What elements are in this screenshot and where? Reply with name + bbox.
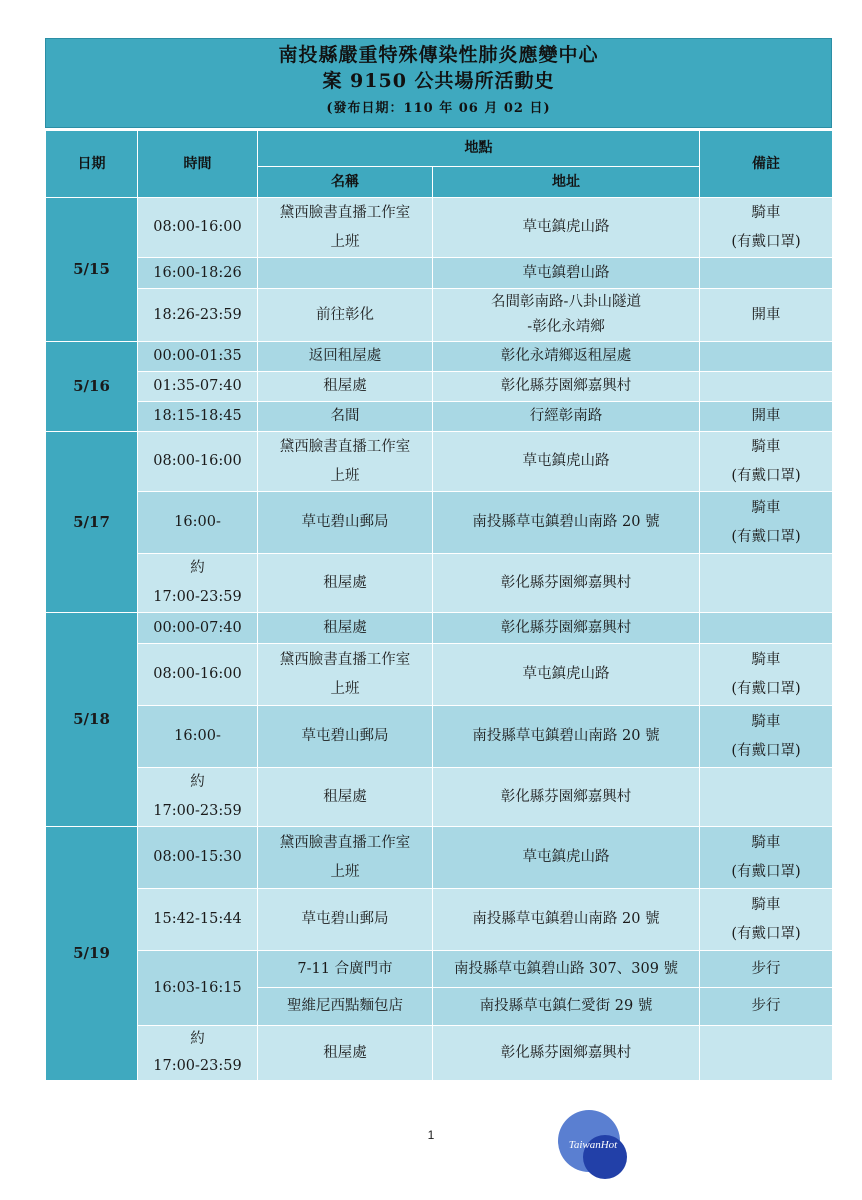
note-cell: 步行	[700, 988, 833, 1026]
address-cell: 名間彰南路-八卦山隧道 -彰化永靖鄉	[433, 289, 700, 342]
time-cell: 16:00-18:26	[138, 258, 258, 289]
date-cell: 5/17	[46, 432, 138, 613]
address-cell: 草屯鎮虎山路	[433, 432, 700, 492]
address-cell: 草屯鎮虎山路	[433, 827, 700, 889]
name-cell: 黛西臉書直播工作室 上班	[258, 644, 433, 706]
note-cell	[700, 613, 833, 644]
time-cell: 08:00-16:00	[138, 198, 258, 258]
table-row	[46, 889, 833, 951]
document-subtitle: 案 9150 公共場所活動史	[322, 70, 555, 92]
note-cell: 騎車 (有戴口罩)	[700, 827, 833, 889]
time-cell: 08:00-16:00	[138, 432, 258, 492]
table-row	[46, 1026, 833, 1081]
table-row	[46, 613, 833, 644]
address-cell: 行經彰南路	[433, 402, 700, 432]
name-cell: 草屯碧山郵局	[258, 889, 433, 951]
date-cell: 5/15	[46, 198, 138, 342]
table-row	[46, 644, 833, 706]
address-cell: 南投縣草屯鎮碧山南路 20 號	[433, 706, 700, 768]
address-cell: 彰化縣芬園鄉嘉興村	[433, 1026, 700, 1081]
header-location: 地點	[258, 131, 700, 167]
time-cell: 01:35-07:40	[138, 372, 258, 402]
note-cell: 騎車 (有戴口罩)	[700, 432, 833, 492]
date-cell: 5/18	[46, 613, 138, 827]
name-cell: 租屋處	[258, 613, 433, 644]
note-cell	[700, 342, 833, 372]
name-cell: 租屋處	[258, 1026, 433, 1081]
logo-text: TaiwanHot	[568, 1139, 618, 1151]
name-cell: 租屋處	[258, 768, 433, 827]
table-row	[46, 402, 833, 432]
name-cell: 黛西臉書直播工作室 上班	[258, 432, 433, 492]
table-row	[46, 372, 833, 402]
name-cell: 黛西臉書直播工作室 上班	[258, 827, 433, 889]
release-date: (發布日期：110 年 06 月 02 日)	[326, 101, 551, 116]
table-row	[46, 827, 833, 889]
table-row	[46, 706, 833, 768]
note-cell	[700, 768, 833, 827]
taiwanhot-logo	[556, 1108, 630, 1182]
note-cell: 騎車 (有戴口罩)	[700, 198, 833, 258]
name-cell: 聖維尼西點麵包店	[258, 988, 433, 1026]
address-cell: 彰化縣芬園鄉嘉興村	[433, 554, 700, 613]
title-banner	[45, 38, 832, 128]
note-cell: 開車	[700, 289, 833, 342]
address-cell: 彰化縣芬園鄉嘉興村	[433, 613, 700, 644]
time-cell: 08:00-15:30	[138, 827, 258, 889]
time-cell: 約 17:00-23:59	[138, 554, 258, 613]
time-cell: 約 17:00-23:59	[138, 768, 258, 827]
table-row	[46, 432, 833, 492]
header-name: 名稱	[258, 167, 433, 198]
header-date: 日期	[46, 131, 138, 198]
address-cell: 草屯鎮碧山路	[433, 258, 700, 289]
note-cell	[700, 1026, 833, 1081]
note-cell: 開車	[700, 402, 833, 432]
name-cell: 租屋處	[258, 554, 433, 613]
note-cell: 騎車 (有戴口罩)	[700, 889, 833, 951]
name-cell	[258, 258, 433, 289]
time-cell: 18:15-18:45	[138, 402, 258, 432]
table-row	[46, 289, 833, 342]
name-cell: 租屋處	[258, 372, 433, 402]
table-row	[46, 198, 833, 258]
document-title: 南投縣嚴重特殊傳染性肺炎應變中心	[278, 44, 599, 66]
document	[45, 38, 832, 1081]
note-cell	[700, 372, 833, 402]
address-cell: 南投縣草屯鎮碧山南路 20 號	[433, 889, 700, 951]
time-cell: 16:00-	[138, 706, 258, 768]
address-cell: 草屯鎮虎山路	[433, 644, 700, 706]
note-cell: 步行	[700, 951, 833, 988]
name-cell: 草屯碧山郵局	[258, 492, 433, 554]
page-number: 1	[427, 1128, 435, 1142]
time-cell: 16:03-16:15	[138, 951, 258, 1026]
note-cell	[700, 554, 833, 613]
table-row	[46, 492, 833, 554]
address-cell: 彰化縣芬園鄉嘉興村	[433, 372, 700, 402]
time-cell: 00:00-01:35	[138, 342, 258, 372]
address-cell: 南投縣草屯鎮碧山路 307、309 號	[433, 951, 700, 988]
name-cell: 黛西臉書直播工作室 上班	[258, 198, 433, 258]
date-cell: 5/19	[46, 827, 138, 1081]
date-cell: 5/16	[46, 342, 138, 432]
table-row	[46, 768, 833, 827]
activity-table	[45, 130, 833, 1081]
header-note: 備註	[700, 131, 833, 198]
note-cell	[700, 258, 833, 289]
name-cell: 前往彰化	[258, 289, 433, 342]
name-cell: 返回租屋處	[258, 342, 433, 372]
name-cell: 7-11 合廣門市	[258, 951, 433, 988]
note-cell: 騎車 (有戴口罩)	[700, 644, 833, 706]
header-time: 時間	[138, 131, 258, 198]
address-cell: 彰化縣芬園鄉嘉興村	[433, 768, 700, 827]
address-cell: 草屯鎮虎山路	[433, 198, 700, 258]
note-cell: 騎車 (有戴口罩)	[700, 706, 833, 768]
time-cell: 18:26-23:59	[138, 289, 258, 342]
name-cell: 草屯碧山郵局	[258, 706, 433, 768]
note-cell: 騎車 (有戴口罩)	[700, 492, 833, 554]
address-cell: 南投縣草屯鎮碧山南路 20 號	[433, 492, 700, 554]
table-row	[46, 554, 833, 613]
table-row	[46, 342, 833, 372]
time-cell: 00:00-07:40	[138, 613, 258, 644]
table-row	[46, 951, 833, 988]
time-cell: 08:00-16:00	[138, 644, 258, 706]
header-address: 地址	[433, 167, 700, 198]
address-cell: 南投縣草屯鎮仁愛街 29 號	[433, 988, 700, 1026]
time-cell: 約 17:00-23:59	[138, 1026, 258, 1081]
time-cell: 15:42-15:44	[138, 889, 258, 951]
address-cell: 彰化永靖鄉返租屋處	[433, 342, 700, 372]
table-row	[46, 258, 833, 289]
time-cell: 16:00-	[138, 492, 258, 554]
name-cell: 名間	[258, 402, 433, 432]
